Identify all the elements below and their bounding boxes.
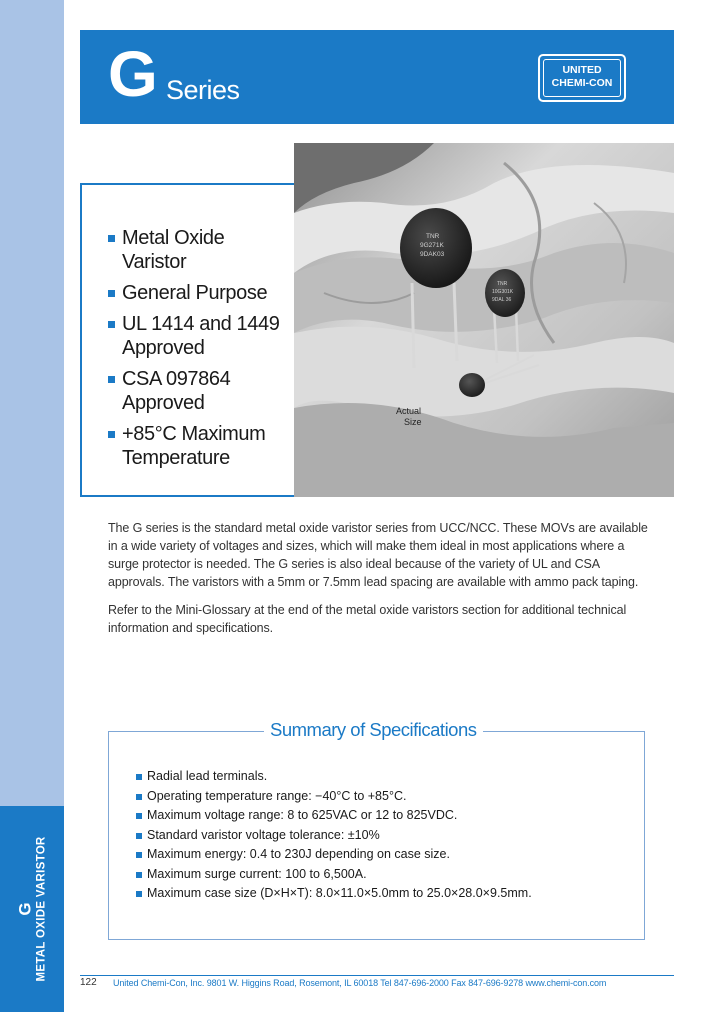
sidebar-section-label — [16, 836, 49, 981]
feature-item: CSA 097864 Approved — [108, 367, 298, 415]
series-letter: G — [108, 38, 158, 110]
specifications-title: Summary of Specifications — [264, 718, 483, 742]
part1-line1: TNR — [426, 233, 440, 240]
bullet-square-icon — [136, 813, 142, 819]
bullet-square-icon — [108, 376, 115, 383]
feature-item: UL 1414 and 1449 Approved — [108, 312, 298, 360]
photo-caption-line2: Size — [404, 417, 422, 427]
page-title: Series — [166, 75, 240, 105]
part1-line3: 9DAK03 — [420, 251, 445, 258]
feature-item: +85°C Maximum Temperature — [108, 422, 298, 470]
feature-list — [108, 226, 298, 477]
description — [108, 519, 654, 647]
spec-item: Maximum surge current: 100 to 6,500A. — [136, 865, 532, 885]
footer-contact: United Chemi-Con, Inc. 9801 W. Higgins Road, Rosemont, IL 60018 Tel 847-696-2000 Fax 847-696-9278 www.chemi-con.com — [113, 978, 607, 988]
logo-line-2: CHEMI-CON — [551, 77, 613, 89]
spec-item: Operating temperature range: −40°C to +85°C. — [136, 787, 532, 807]
bullet-square-icon — [108, 431, 115, 438]
bullet-square-icon — [108, 290, 115, 297]
spec-item: Standard varistor voltage tolerance: ±10% — [136, 826, 532, 846]
part2-line2: 10G301K — [492, 289, 514, 295]
photo-caption-line1: Actual — [396, 406, 422, 416]
bullet-square-icon — [108, 321, 115, 328]
bullet-square-icon — [136, 774, 142, 780]
description-paragraph-1: The G series is the standard metal oxide varistor series from UCC/NCC. These MOVs are available in a wide variety of voltages and sizes, which will make them ideal in most applications where a surge protector is needed. The G series is also ideal because of the variety of UL and CSA approvals. The varistors with a 5mm or 7.5mm lead spacing are available with ammo pack taping. — [108, 521, 648, 589]
specifications-list — [136, 767, 532, 904]
feature-item: Metal Oxide Varistor — [108, 226, 298, 274]
page-number: 122 — [80, 977, 97, 988]
product-photo — [294, 143, 674, 497]
spec-item: Maximum case size (D×H×T): 8.0×11.0×5.0mm to 25.0×28.0×9.5mm. — [136, 884, 532, 904]
bullet-square-icon — [136, 833, 142, 839]
sidebar-category: METAL OXIDE VARISTOR — [35, 836, 48, 982]
bullet-square-icon — [136, 852, 142, 858]
bullet-square-icon — [136, 872, 142, 878]
bullet-square-icon — [108, 235, 115, 242]
bullet-square-icon — [136, 794, 142, 800]
description-paragraph-2: Refer to the Mini-Glossary at the end of the metal oxide varistors section for additional technical information and specifications. — [108, 603, 627, 635]
spec-item: Maximum energy: 0.4 to 230J depending on case size. — [136, 845, 532, 865]
part2-line1: TNR — [497, 281, 508, 287]
footer-divider — [80, 975, 674, 976]
company-logo — [538, 54, 626, 102]
spec-item: Radial lead terminals. — [136, 767, 532, 787]
part1-line2: 9G271K — [420, 242, 444, 249]
logo-line-1: UNITED — [562, 64, 602, 76]
part2-line3: 9DAL 36 — [492, 297, 512, 303]
spec-item: Maximum voltage range: 8 to 625VAC or 12 to 825VDC. — [136, 806, 532, 826]
sidebar-series-letter: G — [15, 902, 35, 916]
page-header — [80, 30, 674, 124]
bullet-square-icon — [136, 891, 142, 897]
feature-item: General Purpose — [108, 281, 298, 305]
